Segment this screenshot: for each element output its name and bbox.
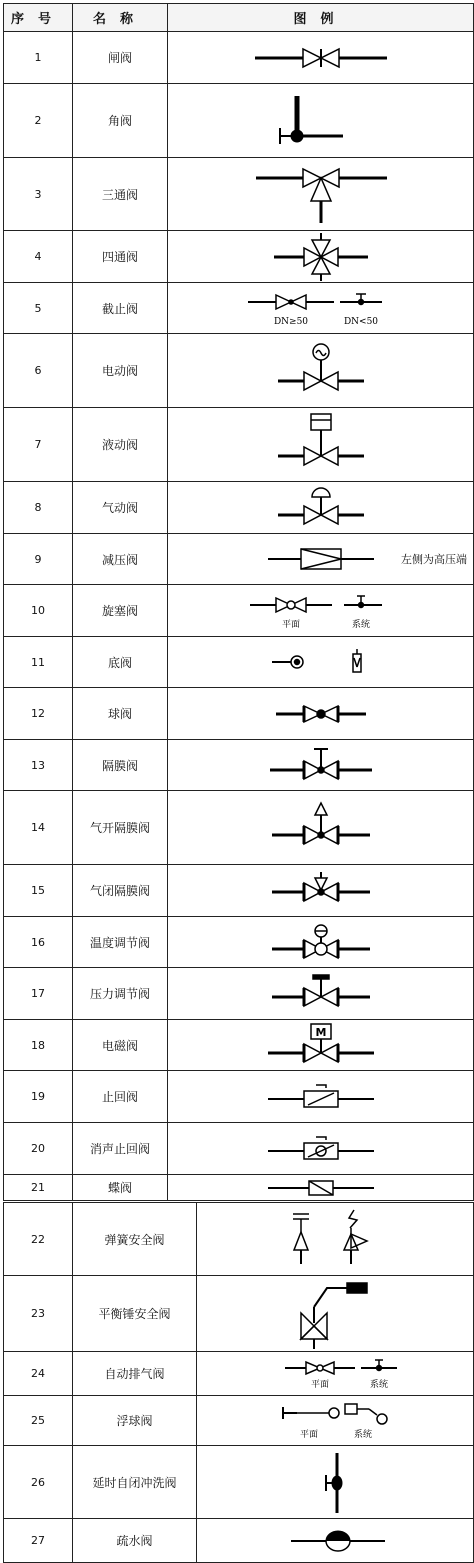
table-row xyxy=(4,84,474,158)
row-no: 17 xyxy=(4,968,73,1020)
air-vent-label-plan: 平面 xyxy=(310,1379,330,1390)
table-row xyxy=(4,32,474,84)
row-name: 闸阀 xyxy=(73,32,168,84)
table-row xyxy=(4,968,474,1020)
table-row xyxy=(4,231,474,283)
three-way-valve-icon xyxy=(168,161,474,227)
weight-safety-valve-icon xyxy=(197,1277,474,1351)
row-name: 底阀 xyxy=(73,637,168,688)
valve-legend-table xyxy=(3,3,474,1201)
ball-valve-icon xyxy=(168,690,474,738)
row-name: 截止阀 xyxy=(73,283,168,334)
row-name: 自动排气阀 xyxy=(73,1352,197,1396)
check-valve-icon xyxy=(168,1073,474,1121)
temperature-control-valve-icon xyxy=(168,918,474,966)
table-row xyxy=(4,1175,474,1201)
table-row xyxy=(4,1020,474,1071)
row-name: 温度调节阀 xyxy=(73,917,168,968)
table-row xyxy=(4,637,474,688)
air-vent-label-system: 系统 xyxy=(369,1379,389,1390)
row-no: 3 xyxy=(4,158,73,231)
row-no: 22 xyxy=(4,1203,73,1276)
row-no: 26 xyxy=(4,1446,73,1519)
butterfly-valve-icon xyxy=(168,1176,474,1200)
solenoid-m-mark: M xyxy=(315,1026,327,1039)
row-name: 电磁阀 xyxy=(73,1020,168,1071)
table-row xyxy=(4,1519,474,1563)
row-name: 压力调节阀 xyxy=(73,968,168,1020)
row-no: 5 xyxy=(4,283,73,334)
header-row xyxy=(4,4,474,32)
row-name: 三通阀 xyxy=(73,158,168,231)
spring-safety-valve-icon xyxy=(197,1204,474,1274)
electric-valve-icon xyxy=(168,336,474,406)
angle-valve-icon xyxy=(168,86,474,156)
table-row xyxy=(4,158,474,231)
row-no: 10 xyxy=(4,585,73,637)
row-no: 13 xyxy=(4,740,73,791)
solenoid-valve-icon xyxy=(168,1021,474,1069)
row-no: 6 xyxy=(4,334,73,408)
table-row xyxy=(4,1276,474,1352)
air-close-diaphragm-valve-icon xyxy=(168,866,474,916)
row-no: 11 xyxy=(4,637,73,688)
table-row xyxy=(4,283,474,334)
plug-valve-label-system: 系统 xyxy=(351,619,371,630)
row-name: 消声止回阀 xyxy=(73,1123,168,1175)
row-no: 27 xyxy=(4,1519,73,1563)
row-name: 减压阀 xyxy=(73,534,168,585)
pressure-control-valve-icon xyxy=(168,969,474,1019)
auto-air-vent-icon xyxy=(197,1353,474,1395)
table-row xyxy=(4,534,474,585)
globe-valve-label-small: DN<50 xyxy=(343,317,379,327)
row-no: 7 xyxy=(4,408,73,482)
row-name: 气闭隔膜阀 xyxy=(73,865,168,917)
row-name: 角阀 xyxy=(73,84,168,158)
table-row xyxy=(4,1396,474,1446)
row-name: 液动阀 xyxy=(73,408,168,482)
row-name: 旋塞阀 xyxy=(73,585,168,637)
table-row xyxy=(4,791,474,865)
table-row xyxy=(4,1123,474,1175)
globe-valve-icon xyxy=(168,284,474,332)
row-name: 止回阀 xyxy=(73,1071,168,1123)
row-no: 8 xyxy=(4,482,73,534)
row-name: 四通阀 xyxy=(73,231,168,283)
table-row xyxy=(4,688,474,740)
table-row xyxy=(4,1352,474,1396)
header-name: 名称 xyxy=(73,4,168,32)
row-name: 浮球阀 xyxy=(73,1396,197,1446)
row-no: 15 xyxy=(4,865,73,917)
table-row xyxy=(4,408,474,482)
row-name: 隔膜阀 xyxy=(73,740,168,791)
row-no: 18 xyxy=(4,1020,73,1071)
row-name: 气动阀 xyxy=(73,482,168,534)
table-row xyxy=(4,865,474,917)
table-row xyxy=(4,740,474,791)
row-name: 电动阀 xyxy=(73,334,168,408)
row-no: 19 xyxy=(4,1071,73,1123)
four-way-valve-icon xyxy=(168,232,474,282)
row-no: 25 xyxy=(4,1396,73,1446)
float-valve-label-plan: 平面 xyxy=(299,1429,319,1440)
table-row xyxy=(4,482,474,534)
valve-legend-table-continued xyxy=(3,1202,474,1563)
row-name: 球阀 xyxy=(73,688,168,740)
row-no: 12 xyxy=(4,688,73,740)
air-open-diaphragm-valve-icon xyxy=(168,793,474,863)
row-name: 疏水阀 xyxy=(73,1519,197,1563)
row-no: 1 xyxy=(4,32,73,84)
row-no: 16 xyxy=(4,917,73,968)
row-no: 21 xyxy=(4,1175,73,1201)
globe-valve-label-large: DN≥50 xyxy=(273,317,309,327)
float-valve-label-system: 系统 xyxy=(353,1429,373,1440)
row-name: 蝶阀 xyxy=(73,1175,168,1201)
row-no: 9 xyxy=(4,534,73,585)
plug-valve-icon xyxy=(168,587,474,635)
diaphragm-valve-icon xyxy=(168,741,474,789)
silent-check-valve-icon xyxy=(168,1125,474,1173)
row-no: 24 xyxy=(4,1352,73,1396)
row-no: 2 xyxy=(4,84,73,158)
table-row xyxy=(4,585,474,637)
foot-valve-icon xyxy=(168,638,474,686)
row-name: 气开隔膜阀 xyxy=(73,791,168,865)
row-no: 23 xyxy=(4,1276,73,1352)
header-legend: 图例 xyxy=(168,4,474,32)
row-name: 弹簧安全阀 xyxy=(73,1203,197,1276)
row-name: 平衡锤安全阀 xyxy=(73,1276,197,1352)
table-row xyxy=(4,1203,474,1276)
table-row xyxy=(4,1071,474,1123)
table-row xyxy=(4,917,474,968)
high-pressure-note: 左侧为高压端 xyxy=(401,553,467,566)
row-no: 20 xyxy=(4,1123,73,1175)
table-row xyxy=(4,1446,474,1519)
plug-valve-label-plan: 平面 xyxy=(281,619,301,630)
hydraulic-valve-icon xyxy=(168,410,474,480)
header-no: 序号 xyxy=(4,4,73,32)
gate-valve-icon xyxy=(168,38,474,78)
row-no: 4 xyxy=(4,231,73,283)
delay-flush-valve-icon xyxy=(197,1447,474,1517)
row-no: 14 xyxy=(4,791,73,865)
row-name: 延时自闭冲洗阀 xyxy=(73,1446,197,1519)
float-valve-icon xyxy=(197,1397,474,1445)
pneumatic-valve-icon xyxy=(168,483,474,533)
table-row xyxy=(4,334,474,408)
